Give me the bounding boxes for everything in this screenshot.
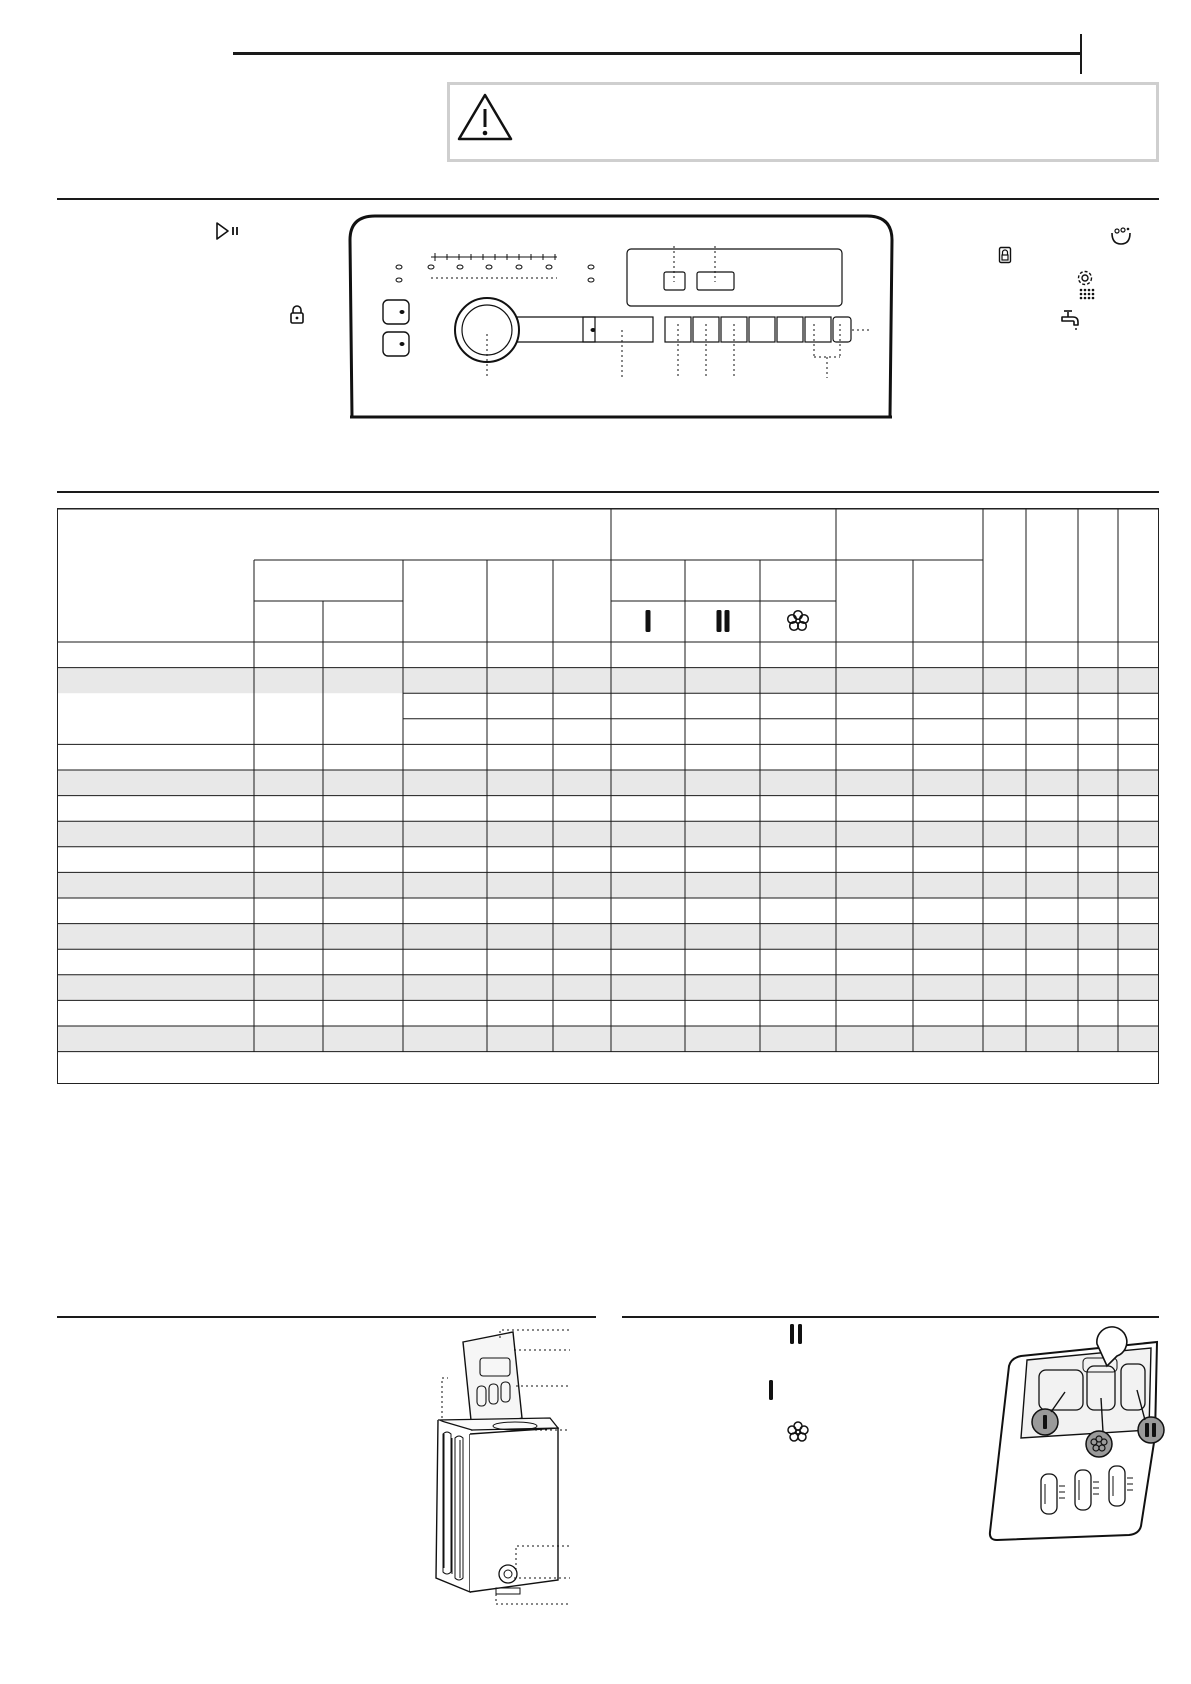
compartment-one-icon — [646, 610, 651, 632]
lock-icon — [289, 305, 305, 325]
section-rule-dispenser — [622, 1316, 1159, 1318]
shaded-row — [58, 975, 1158, 1001]
washing-machine-figure — [430, 1322, 580, 1612]
lock-panel-icon — [998, 246, 1012, 264]
compartment-two-icon — [717, 610, 730, 632]
program-table — [57, 508, 1159, 1084]
eco-icon — [1109, 226, 1133, 246]
compartment-two-icon — [788, 1322, 804, 1346]
section-rule-control-panel — [57, 198, 1159, 200]
dots-grid-icon — [1078, 287, 1096, 301]
flower-icon — [786, 1420, 810, 1444]
detergent-dispenser-figure — [985, 1326, 1165, 1542]
section-rule-machine — [57, 1316, 596, 1318]
gear-icon — [1075, 268, 1095, 288]
shaded-row — [58, 1026, 1158, 1052]
control-panel-figure — [347, 212, 895, 420]
water-tap-icon — [1059, 307, 1083, 331]
shaded-row — [58, 821, 1158, 847]
program-table-grid — [58, 509, 1158, 1083]
shaded-row — [58, 668, 1158, 694]
warning-triangle-icon — [456, 92, 514, 142]
warning-box — [447, 82, 1159, 162]
start-pause-icon — [215, 221, 241, 241]
section-rule-program-table — [57, 491, 1159, 493]
shaded-row — [58, 872, 1158, 898]
compartment-one-icon — [766, 1378, 776, 1402]
flower-icon — [788, 611, 809, 631]
header-rule — [233, 52, 1081, 55]
header-rule-tick — [1080, 34, 1082, 74]
shaded-row — [58, 770, 1158, 796]
shaded-row — [58, 924, 1158, 950]
